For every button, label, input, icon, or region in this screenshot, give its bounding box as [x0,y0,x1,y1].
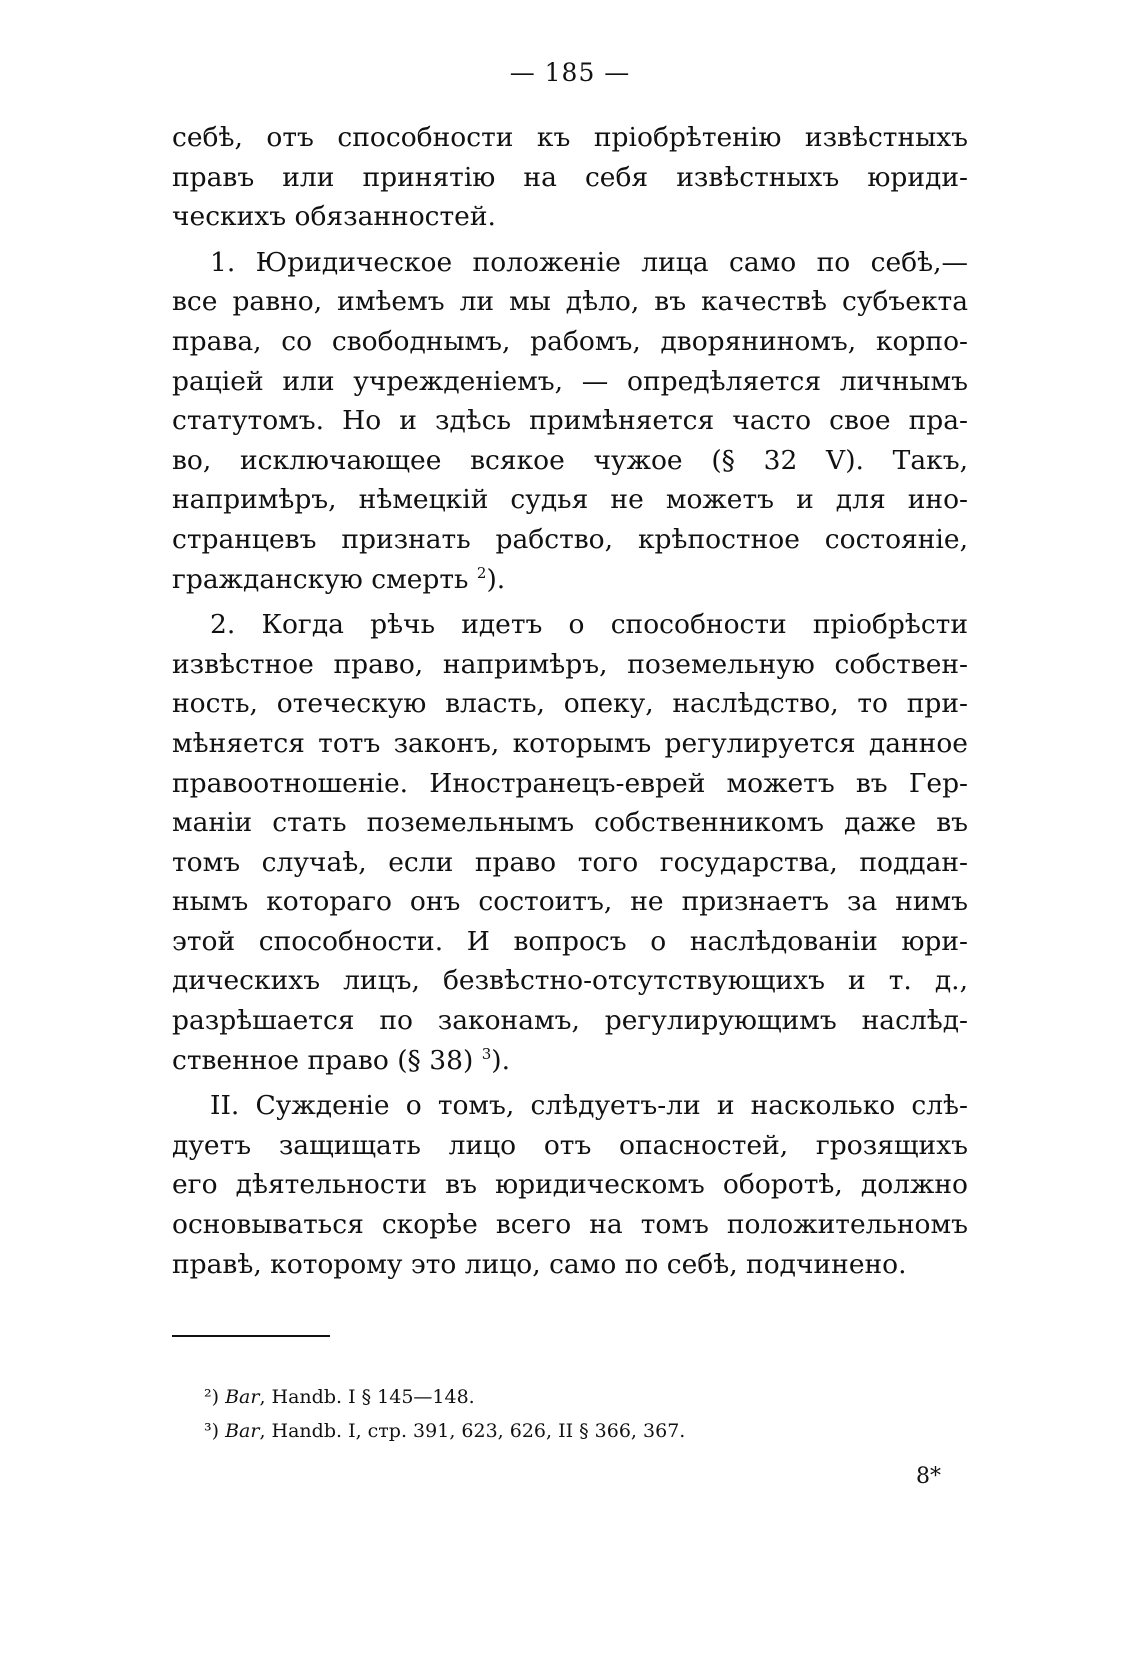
text-line: мѣняется тотъ законъ, которымъ регулируется данное [172,727,968,759]
footnote-marker: ²) [204,1386,220,1408]
text-line: 2. Когда рѣчь идетъ о способности пріобрѣсти [210,609,968,641]
text-line: нымъ котораго онъ состоитъ, не признаетъ за нимъ [172,886,968,918]
text-line: ность, отеческую власть, опеку, наслѣдство, то при- [172,688,968,720]
text-fragment: гражданскую смерть [172,563,469,595]
text-line: дуетъ защищать лицо отъ опасностей, грозящихъ [172,1129,968,1161]
text-line: его дѣятельности въ юридическомъ оборотѣ, должно [172,1169,968,1201]
text-line: маніи стать поземельнымъ собственникомъ даже въ [172,807,968,839]
text-line: томъ случаѣ, если право того государства, поддан- [172,846,968,878]
text-line: правоотношеніе. Иностранецъ-еврей можетъ въ Гер- [172,767,968,799]
text-line-with-note [172,1041,968,1081]
text-line: странцевъ признать рабство, крѣпостное состояніе, [172,523,968,555]
footnote-text: , Handb. I, стр. 391, 623, 626, II § 366, 367. [259,1420,686,1442]
footnote-marker: ³) [204,1420,220,1442]
text-line: дическихъ лицъ, безвѣстно-отсутствующихъ и т. д., [172,965,968,997]
footnote-ref: 3 [481,1044,492,1063]
text-line: II. Сужденіе о томъ, слѣдуетъ-ли и насколько слѣ- [210,1090,968,1122]
text-line: во, исключающее всякое чужое (§ 32 V). Такъ, [172,444,968,476]
text-fragment: ). [491,1044,511,1076]
signature-mark: 8* [916,1464,941,1489]
text-line: этой способности. И вопросъ о наслѣдованіи юри- [172,925,968,957]
text-line: ческихъ обязанностей. [172,201,496,233]
body-text [172,118,968,1290]
text-line: напримѣръ, нѣмецкій судья не можетъ и для ино- [172,484,968,516]
intro-paragraph [172,118,968,237]
footnotes [204,1380,904,1448]
text-fragment: ственное право (§ 38) [172,1044,474,1076]
text-line: все равно, имѣемъ ли мы дѣло, въ качествѣ субъекта [172,286,968,318]
page-number: — 185 — [509,58,631,87]
paragraph-3 [172,1086,968,1284]
footnote [204,1414,904,1448]
footnote-author: Bar [225,1386,260,1408]
text-line-with-note [172,560,968,600]
footnote [204,1380,904,1414]
footnote-divider [172,1335,330,1337]
paragraph-1 [172,243,968,599]
footnote-text: , Handb. I § 145—148. [259,1386,475,1408]
text-line: раціей или учрежденіемъ, — опредѣляется личнымъ [172,365,968,397]
text-line: правѣ, которому это лицо, само по себѣ, подчинено. [172,1248,907,1280]
text-line: 1. Юридическое положеніе лица само по себѣ,— [210,246,968,278]
paragraph-2 [172,605,968,1080]
text-line: статутомъ. Но и здѣсь примѣняется часто свое пра- [172,405,968,437]
text-line: себѣ, отъ способности къ пріобрѣтенію извѣстныхъ [172,122,968,153]
text-line: правъ или принятію на себя извѣстныхъ юриди- [172,161,968,193]
footnote-author: Bar [225,1420,260,1442]
text-line: разрѣшается по законамъ, регулирующимъ наслѣд- [172,1005,968,1037]
text-fragment: ). [486,563,506,595]
text-line: извѣстное право, напримѣръ, поземельную собствен- [172,648,968,680]
text-line: основываться скорѣе всего на томъ положительномъ [172,1209,968,1241]
text-line: права, со свободнымъ, рабомъ, дворяниномъ, корпо- [172,325,968,357]
footnote-ref: 2 [476,563,487,582]
